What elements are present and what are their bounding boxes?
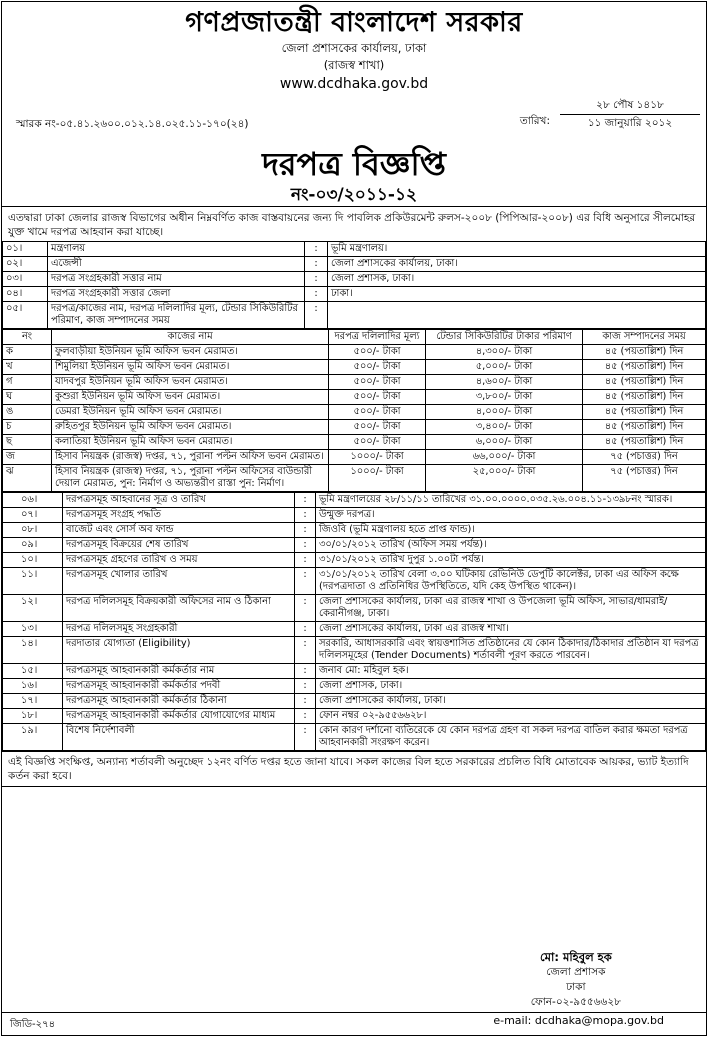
detail-row-value: জেলা প্রশাসকের কার্যালয়, ঢাকা এর রাজস্ব শাখা ও উপজেলা ভূমি অফিস, সাভার/ধামরাই/কেরানীগঞ্জ, ঢাকা। <box>316 595 706 622</box>
info-row-number: ০২। <box>3 257 48 272</box>
detail-row-number: ১৬। <box>3 679 63 694</box>
work-row-security: ৪,৩০০/- টাকা <box>426 345 583 360</box>
work-row-number: খ <box>3 360 52 375</box>
detail-row <box>3 508 706 523</box>
work-row-time: ৪৫ (পয়তাল্লিশ) দিন <box>583 405 706 420</box>
detail-row-value: জেলা প্রশাসকের কার্যালয়, ঢাকা। <box>316 694 706 709</box>
date-english: ১১ জানুয়ারি ২০১২ <box>587 117 673 129</box>
info-row-number: ০১। <box>3 242 48 257</box>
memo-number: স্মারক নং-০৫.৪১.২৬০০.০১২.১৪.০২৫.১১-১৭০(২৪) <box>16 118 249 130</box>
info-row-colon: : <box>305 242 328 257</box>
detail-row-value: উন্মুক্ত দরপত্র। <box>316 508 706 523</box>
detail-row <box>3 538 706 553</box>
notice-title: দরপত্র বিজ্ঞপ্তি <box>262 145 446 183</box>
info-row-label: দরপত্র সংগ্রহকারী সত্তার নাম <box>48 272 305 287</box>
work-row-price: ১০০০/- টাকা <box>329 450 426 465</box>
detail-row-label: দরপত্রসমূহ খোলার তারিখ <box>63 568 295 595</box>
detail-row-label: বিশেষ নির্দেশাবলী <box>63 724 295 751</box>
detail-row-label: দরপত্রসমূহ আহবানকারী কর্মকর্তার পদবী <box>63 679 295 694</box>
detail-row-number: ০৯। <box>3 538 63 553</box>
work-row-time: ৭৫ (পচাত্তর) দিন <box>583 465 706 492</box>
footer-note: এই বিজ্ঞপ্তি সংক্ষিপ্ত, অন্যান্য শর্তাবলী অনুচ্ছেদ ১২নং বর্ণিত দপ্তর হতে জানা যাবে। সকল কাজের বিল হতে সরকারের প্রচলিত বিধি মোতাবেক আয়কর, ভ্যাট ইত্যাদি কর্তন করা হবে। <box>2 751 706 787</box>
work-row <box>3 375 706 390</box>
work-row-number: ছ <box>3 435 52 450</box>
work-row-price: ১০০০/- টাকা <box>329 465 426 492</box>
info-row-label: এজেন্সী <box>48 257 305 272</box>
info-row-value: জেলা প্রশাসক, ঢাকা। <box>328 272 706 287</box>
detail-row-colon: : <box>295 694 316 709</box>
header-time: কাজ সম্পাদনের সময় <box>583 330 706 345</box>
work-row-time: ৪৫ (পয়তাল্লিশ) দিন <box>583 390 706 405</box>
date-label: তারিখ: <box>519 115 550 127</box>
work-row-number: গ <box>3 375 52 390</box>
detail-row-number: ১৯। <box>3 724 63 751</box>
work-row-name: যাদবপুর ইউনিয়ন ভূমি অফিস ভবন মেরামত। <box>52 375 329 390</box>
work-row-name: কুশুরা ইউনিয়ন ভূমি অফিস ভবন মেরামত। <box>52 390 329 405</box>
detail-row-number: ১২। <box>3 595 63 622</box>
detail-row-label: দরপত্র দলিলসমূহ বিক্রয়কারী অফিসের নাম ও ঠিকানা <box>63 595 295 622</box>
detail-row-value: সরকারি, আধাসরকারি এবং স্বায়ত্তশাসিত প্রতিষ্ঠানের যে কোন ঠিকাদার/ঠিকাদার প্রতিষ্ঠান যা দরপত্র দলিলসমূহের (Tender Documents) শর্তাবলী পূরণ করতে পারবেন। <box>316 637 706 664</box>
info-row-colon: : <box>305 302 328 329</box>
work-row-number: ঝ <box>3 465 52 492</box>
info-row-value: ভূমি মন্ত্রণালয়। <box>328 242 706 257</box>
work-row-security: ৩,৮০০/- টাকা <box>426 390 583 405</box>
detail-row-number: ১৮। <box>3 709 63 724</box>
work-row-security: ৩,৪০০/- টাকা <box>426 420 583 435</box>
detail-row-value: জেলা প্রশাসক, ঢাকা। <box>316 679 706 694</box>
detail-row-label: দরপত্রসমূহ আহবানের সূত্র ও তারিখ <box>63 493 295 508</box>
work-row-price: ৫০০/- টাকা <box>329 435 426 450</box>
tender-notice-page <box>1 1 707 1036</box>
detail-row <box>3 493 706 508</box>
work-row-time: ৪৫ (পয়তাল্লিশ) দিন <box>583 420 706 435</box>
work-row-price: ৫০০/- টাকা <box>329 420 426 435</box>
info-row-colon: : <box>305 287 328 302</box>
work-row-price: ৫০০/- টাকা <box>329 405 426 420</box>
notice-number: নং-০৩/২০১১-১২ <box>290 185 418 205</box>
email-link[interactable]: e-mail: dcdhaka@mopa.gov.bd <box>493 1014 664 1027</box>
detail-row-label: দরপত্রসমূহ আহবানকারী কর্মকর্তার যোগাযোগের মাধ্যম <box>63 709 295 724</box>
detail-row <box>3 724 706 751</box>
detail-row-label: দরপত্রসমূহ গ্রহণের তারিখ ও সময় <box>63 553 295 568</box>
header-price: দরপত্র দলিলাদির মূল্য <box>329 330 426 345</box>
work-row <box>3 390 706 405</box>
detail-row-number: ১৭। <box>3 694 63 709</box>
detail-row-number: ০৮। <box>3 523 63 538</box>
government-title: গণপ্রজাতন্ত্রী বাংলাদেশ সরকার <box>185 7 523 38</box>
signatory-name: মো: মহিবুল হক <box>540 950 612 964</box>
office-name: জেলা প্রশাসকের কার্যালয়, ঢাকা <box>281 41 427 55</box>
detail-row <box>3 709 706 724</box>
detail-row <box>3 595 706 622</box>
branch-name: (রাজস্ব শাখা) <box>323 58 385 72</box>
info-row-number: ০৫। <box>3 302 48 329</box>
detail-row-colon: : <box>295 538 316 553</box>
detail-row-colon: : <box>295 709 316 724</box>
signatory-title: জেলা প্রশাসক <box>546 966 606 978</box>
header-security: টেন্ডার সিকিউরিটির টাকার পরিমাণ <box>426 330 583 345</box>
detail-row-colon: : <box>295 679 316 694</box>
info-row <box>3 257 706 272</box>
work-row-security: ৬,০০০/- টাকা <box>426 435 583 450</box>
work-row-number: ঙ <box>3 405 52 420</box>
work-row-time: ৪৫ (পয়তাল্লিশ) দিন <box>583 435 706 450</box>
reference-row <box>2 94 706 142</box>
detail-row-value: জনাব মো: মহিবুল হক। <box>316 664 706 679</box>
signatory-phone: ফোন-০২-৯৫৫৬৬২৮ <box>530 996 621 1008</box>
info-row-colon: : <box>305 257 328 272</box>
detail-row-colon: : <box>295 553 316 568</box>
work-row-number: ঘ <box>3 390 52 405</box>
info-row-label: দরপত্র সংগ্রহকারী সত্তার জেলা <box>48 287 305 302</box>
detail-row <box>3 664 706 679</box>
info-row <box>3 272 706 287</box>
work-row-name: ফুলবাড়ীয়া ইউনিয়ন ভূমি অফিস ভবন মেরামত। <box>52 345 329 360</box>
detail-row-colon: : <box>295 595 316 622</box>
detail-row-value: ৩১/০১/২০১২ তারিখ দুপুর ১.০০টা পর্যন্ত। <box>316 553 706 568</box>
detail-row-label: দরপত্রসমূহ বিক্রয়ের শেষ তারিখ <box>63 538 295 553</box>
work-row <box>3 465 706 492</box>
info-row-value: জেলা প্রশাসকের কার্যালয়, ঢাকা। <box>328 257 706 272</box>
detail-row-colon: : <box>295 523 316 538</box>
detail-row-label: দরপত্রসমূহ সংগ্রহ পদ্ধতি <box>63 508 295 523</box>
work-row-price: ৫০০/- টাকা <box>329 345 426 360</box>
info-row-colon: : <box>305 272 328 287</box>
works-header-row <box>3 330 706 345</box>
detail-row-number: ১৫। <box>3 664 63 679</box>
signature-block <box>531 950 621 1010</box>
detail-row-colon: : <box>295 664 316 679</box>
info-row <box>3 287 706 302</box>
work-row <box>3 360 706 375</box>
detail-row <box>3 523 706 538</box>
info-row-label: মন্ত্রণালয় <box>48 242 305 257</box>
info-row-label: দরপত্র/কাজের নাম, দরপত্র দলিলাদির মূল্য, টেন্ডার সিকিউরিটির পরিমাণ, কাজ সম্পাদনের সময় <box>48 302 305 329</box>
work-row-time: ৪৫ (পয়তাল্লিশ) দিন <box>583 345 706 360</box>
detail-row-label: বাজেট এবং সোর্স অব ফান্ড <box>63 523 295 538</box>
website-link[interactable]: www.dcdhaka.gov.bd <box>279 76 429 92</box>
detail-row-colon: : <box>295 508 316 523</box>
detail-table <box>2 492 706 751</box>
detail-row <box>3 622 706 637</box>
detail-row-value: কোন কারণ দর্শানো ব্যতিরেকে যে কোন দরপত্র গ্রহণ বা সকল দরপত্র বাতিল করার ক্ষমতা দরপত্র আহবানকারী সংরক্ষণ করেন। <box>316 724 706 751</box>
detail-row-value: ৩১/০১/২০১২ তারিখ বেলা ৩.০০ ঘটিকায় রেভিনিউ ডেপুটি কালেক্টর, ঢাকা এর অফিস কক্ষে (দরপত্রদাতা ও প্রতিনিধির উপস্থিতিতে, যদি কেহ উপস্থিত থাকেন)। <box>316 568 706 595</box>
info-row-value: ঢাকা। <box>328 287 706 302</box>
detail-row <box>3 637 706 664</box>
date-bangla: ২৮ পৌষ ১৪১৮ <box>560 97 700 115</box>
work-row-time: ৪৫ (পয়তাল্লিশ) দিন <box>583 375 706 390</box>
detail-row-number: ১৩। <box>3 622 63 637</box>
detail-row-number: ১০। <box>3 553 63 568</box>
date-box <box>519 97 700 132</box>
work-row-time: ৪৫ (পয়তাল্লিশ) দিন <box>583 360 706 375</box>
detail-row-number: ১৪। <box>3 637 63 664</box>
detail-row-colon: : <box>295 637 316 664</box>
work-row <box>3 405 706 420</box>
work-row-number: জ <box>3 450 52 465</box>
detail-row <box>3 568 706 595</box>
detail-row-label: দরপত্রসমূহ আহবানকারী কর্মকর্তার নাম <box>63 664 295 679</box>
signatory-place: ঢাকা <box>566 981 586 993</box>
work-row <box>3 345 706 360</box>
detail-row-value: ৩০/০১/২০১২ তারিখ (অফিস সময় পর্যন্ত)। <box>316 538 706 553</box>
detail-row <box>3 679 706 694</box>
detail-row-number: ০৭। <box>3 508 63 523</box>
header-work-name: কাজের নাম <box>52 330 329 345</box>
detail-row-value: ভূমি মন্ত্রণালয়ের ২৮/১১/১১ তারিখের ৩১.০০.০০০০.০৩৫.২৬.০০৪.১১-১৩৯৮নং স্মারক। <box>316 493 706 508</box>
work-row <box>3 420 706 435</box>
detail-row-colon: : <box>295 568 316 595</box>
work-row-security: ২৫,০০০/- টাকা <box>426 465 583 492</box>
work-row-name: কলাতিয়া ইউনিয়ন ভূমি অফিস ভবন মেরামত। <box>52 435 329 450</box>
work-row-name: ডেমরা ইউনিয়ন ভূমি অফিস ভবন মেরামত। <box>52 405 329 420</box>
detail-row-number: ১১। <box>3 568 63 595</box>
work-row-security: ৫,০০০/- টাকা <box>426 360 583 375</box>
work-row-security: ৬৬,০০০/- টাকা <box>426 450 583 465</box>
work-row-name: হিসাব নিয়ন্ত্রক (রাজস্ব) দপ্তর, ৭১, পুরানা পল্টন অফিস ভবন মেরামত। <box>52 450 329 465</box>
detail-row <box>3 553 706 568</box>
detail-row-label: দরপত্র দলিলসমূহ সংগ্রহকারী <box>63 622 295 637</box>
detail-row-number: ০৬। <box>3 493 63 508</box>
intro-paragraph: এতদ্বারা ঢাকা জেলার রাজস্ব বিভাগের অধীন নিম্নবর্ণিত কাজ বাস্তবায়নের জন্য দি পাবলিক প্রকিউরমেন্ট রুলস-২০০৮ (পিপিআর-২০০৮) এর বিধি অনুসারে সীলমোহর যুক্ত খামে দরপত্র আহবান করা যাচ্ছে। <box>2 206 706 241</box>
detail-row-value: ফোন নম্বর ০২-৯৫৫৬৬২৮। <box>316 709 706 724</box>
work-row-time: ৭৫ (পচাত্তর) দিন <box>583 450 706 465</box>
work-row-price: ৫০০/- টাকা <box>329 375 426 390</box>
header-no: নং <box>3 330 52 345</box>
work-row-price: ৫০০/- টাকা <box>329 390 426 405</box>
work-row <box>3 435 706 450</box>
work-row-price: ৫০০/- টাকা <box>329 360 426 375</box>
work-row-number: ক <box>3 345 52 360</box>
detail-row-colon: : <box>295 724 316 751</box>
detail-row-value: জিওবি (ভূমি মন্ত্রণালয় হতে প্রাপ্ত ফান্ড)। <box>316 523 706 538</box>
detail-row-colon: : <box>295 493 316 508</box>
work-row-name: হিসাব নিয়ন্ত্রক (রাজস্ব) দপ্তর, ৭১, পুরানা পল্টন অফিসের বাউন্ডারী দেয়াল মেরামত, পুন: নির্মাণ ও অভ্যন্তরীণ রাস্তা পুন: নির্মাণ। <box>52 465 329 492</box>
works-table <box>2 329 706 492</box>
detail-row-label: দরপত্রসমূহ আহবানকারী কর্মকর্তার ঠিকানা <box>63 694 295 709</box>
work-row-name: শিমুলিয়া ইউনিয়ন ভূমি অফিস ভবন মেরামত। <box>52 360 329 375</box>
work-row-number: চ <box>3 420 52 435</box>
gd-number: জিডি-২৭৪ <box>10 1019 56 1030</box>
bottom-divider <box>2 1012 706 1013</box>
info-row-number: ০৪। <box>3 287 48 302</box>
detail-row <box>3 694 706 709</box>
detail-row-label: দরদাতার যোগ্যতা (Eligibility) <box>63 637 295 664</box>
detail-row-colon: : <box>295 622 316 637</box>
info-row <box>3 302 706 329</box>
info-row-number: ০৩। <box>3 272 48 287</box>
info-row-value <box>328 302 706 329</box>
work-row-security: ৪,০০০/- টাকা <box>426 405 583 420</box>
work-row <box>3 450 706 465</box>
info-row <box>3 242 706 257</box>
work-row-security: ৪,৬০০/- টাকা <box>426 375 583 390</box>
detail-row-value: জেলা প্রশাসকের কার্যালয়, ঢাকা এর রাজস্ব শাখা। <box>316 622 706 637</box>
info-table <box>2 241 706 329</box>
work-row-name: রুহিতপুর ইউনিয়ন ভূমি অফিস ভবন মেরামত। <box>52 420 329 435</box>
